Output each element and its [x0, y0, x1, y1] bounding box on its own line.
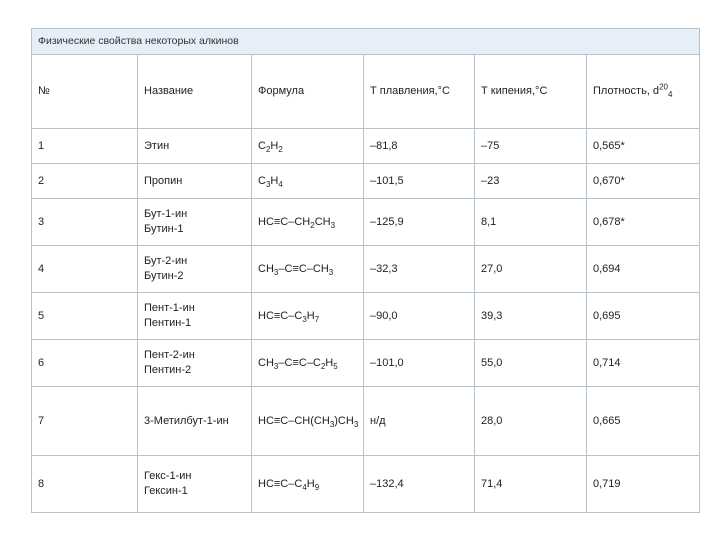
- formula-part: CH: [258, 262, 274, 275]
- cell-melting-point: –101,5: [364, 164, 475, 199]
- cell-name: [138, 387, 252, 456]
- cell-density: 0,665: [587, 387, 700, 456]
- formula-part: 3: [302, 314, 307, 324]
- header-density: [587, 55, 700, 129]
- formula-part: 4: [278, 179, 283, 189]
- formula-part: CH: [258, 356, 274, 369]
- compound-name: Пент-1-ин: [144, 302, 195, 314]
- formula-part: 3: [328, 267, 334, 277]
- cell-density: 0,714: [587, 340, 700, 387]
- header-melting-point: Т плавления,°C: [364, 55, 475, 129]
- cell-name: [138, 340, 252, 387]
- cell-formula: [252, 129, 364, 164]
- cell-number: 1: [32, 129, 138, 164]
- formula-part: 3: [329, 419, 335, 429]
- cell-formula: [252, 164, 364, 199]
- cell-name: [138, 199, 252, 246]
- cell-density: 0,719: [587, 456, 700, 513]
- formula-part: HC≡C–C: [258, 477, 303, 490]
- cell-name: [138, 246, 252, 293]
- cell-melting-point: –132,4: [364, 456, 475, 513]
- cell-number: 4: [32, 246, 138, 293]
- formula-part: HC≡C–C: [258, 309, 303, 322]
- compound-name: Гекс-1-ин: [144, 470, 192, 482]
- formula-part: 3: [273, 361, 279, 371]
- cell-density: 0,678*: [587, 199, 700, 246]
- cell-formula: [252, 293, 364, 340]
- table-row: [32, 246, 700, 293]
- header-name: Название: [138, 55, 252, 129]
- alkynes-table: [31, 28, 700, 513]
- cell-name: [138, 456, 252, 513]
- cell-number: 7: [32, 387, 138, 456]
- cell-density: 0,694: [587, 246, 700, 293]
- formula-part: 5: [333, 361, 338, 371]
- cell-boiling-point: 28,0: [475, 387, 587, 456]
- cell-number: 6: [32, 340, 138, 387]
- cell-melting-point: –125,9: [364, 199, 475, 246]
- formula-part: 3: [265, 179, 271, 189]
- header-density-sub: 4: [667, 90, 673, 100]
- cell-name: [138, 293, 252, 340]
- formula-part: 2: [320, 361, 326, 371]
- header-row: [32, 55, 700, 129]
- formula-part: H: [270, 139, 279, 152]
- table-row: [32, 129, 700, 164]
- formula-part: –C≡C–C: [278, 356, 321, 369]
- formula-part: 7: [314, 314, 320, 324]
- formula-part: C: [258, 174, 266, 187]
- compound-name: Бут-2-ин: [144, 255, 188, 267]
- table-row: [32, 387, 700, 456]
- compound-name: Бутин-2: [144, 270, 184, 282]
- table-row: [32, 293, 700, 340]
- cell-formula: [252, 340, 364, 387]
- cell-melting-point: –32,3: [364, 246, 475, 293]
- formula-part: –C≡C–CH: [278, 262, 329, 275]
- formula-part: C: [258, 139, 266, 152]
- cell-formula: [252, 456, 364, 513]
- formula-part: 3: [330, 220, 336, 230]
- header-density-sup: 20: [659, 82, 668, 92]
- caption-row: [32, 29, 700, 55]
- cell-boiling-point: –23: [475, 164, 587, 199]
- compound-name: 3-Метилбут-1-ин: [144, 414, 229, 427]
- table-row: [32, 340, 700, 387]
- cell-formula: [252, 199, 364, 246]
- compound-name: Гексин-1: [144, 485, 188, 497]
- formula-part: 2: [278, 144, 283, 154]
- compound-name: Бут-1-ин: [144, 208, 188, 220]
- cell-formula: [252, 246, 364, 293]
- header-density-label: Плотность, d: [593, 85, 660, 97]
- table-body: [32, 29, 700, 513]
- compound-name: Этин: [144, 139, 170, 152]
- cell-melting-point: –81,8: [364, 129, 475, 164]
- cell-number: 2: [32, 164, 138, 199]
- header-number: №: [32, 55, 138, 129]
- table-row: [32, 456, 700, 513]
- cell-boiling-point: 55,0: [475, 340, 587, 387]
- compound-name: Бутин-1: [144, 223, 184, 235]
- cell-formula: [252, 387, 364, 456]
- formula-part: H: [270, 174, 279, 187]
- table-row: [32, 164, 700, 199]
- cell-melting-point: –101,0: [364, 340, 475, 387]
- formula-part: 2: [265, 144, 271, 154]
- cell-name: [138, 129, 252, 164]
- formula-part: HC≡C–CH(CH: [258, 414, 330, 427]
- cell-number: 3: [32, 199, 138, 246]
- formula-part: )CH: [334, 414, 354, 427]
- compound-name: Пент-2-ин: [144, 349, 195, 361]
- cell-density: 0,565*: [587, 129, 700, 164]
- header-formula: Формула: [252, 55, 364, 129]
- compound-name: Пропин: [144, 174, 183, 187]
- cell-density: 0,695: [587, 293, 700, 340]
- header-boiling-point: Т кипения,°C: [475, 55, 587, 129]
- formula-part: 2: [310, 220, 315, 230]
- cell-number: 8: [32, 456, 138, 513]
- formula-part: CH: [314, 215, 331, 228]
- formula-part: 3: [353, 419, 359, 429]
- formula-part: 3: [273, 267, 279, 277]
- cell-boiling-point: 71,4: [475, 456, 587, 513]
- cell-boiling-point: 39,3: [475, 293, 587, 340]
- cell-melting-point: –90,0: [364, 293, 475, 340]
- cell-density: 0,670*: [587, 164, 700, 199]
- formula-part: 9: [314, 482, 320, 492]
- formula-part: H: [306, 309, 315, 322]
- cell-boiling-point: 27,0: [475, 246, 587, 293]
- cell-melting-point: н/д: [364, 387, 475, 456]
- cell-boiling-point: –75: [475, 129, 587, 164]
- formula-part: 4: [302, 482, 307, 492]
- cell-name: [138, 164, 252, 199]
- formula-part: HC≡C–CH: [258, 215, 311, 228]
- compound-name: Пентин-1: [144, 317, 192, 329]
- cell-number: 5: [32, 293, 138, 340]
- formula-part: H: [325, 356, 334, 369]
- compound-name: Пентин-2: [144, 364, 192, 376]
- cell-boiling-point: 8,1: [475, 199, 587, 246]
- formula-part: H: [306, 477, 315, 490]
- table-row: [32, 199, 700, 246]
- table-caption: Физические свойства некоторых алкинов: [32, 29, 700, 55]
